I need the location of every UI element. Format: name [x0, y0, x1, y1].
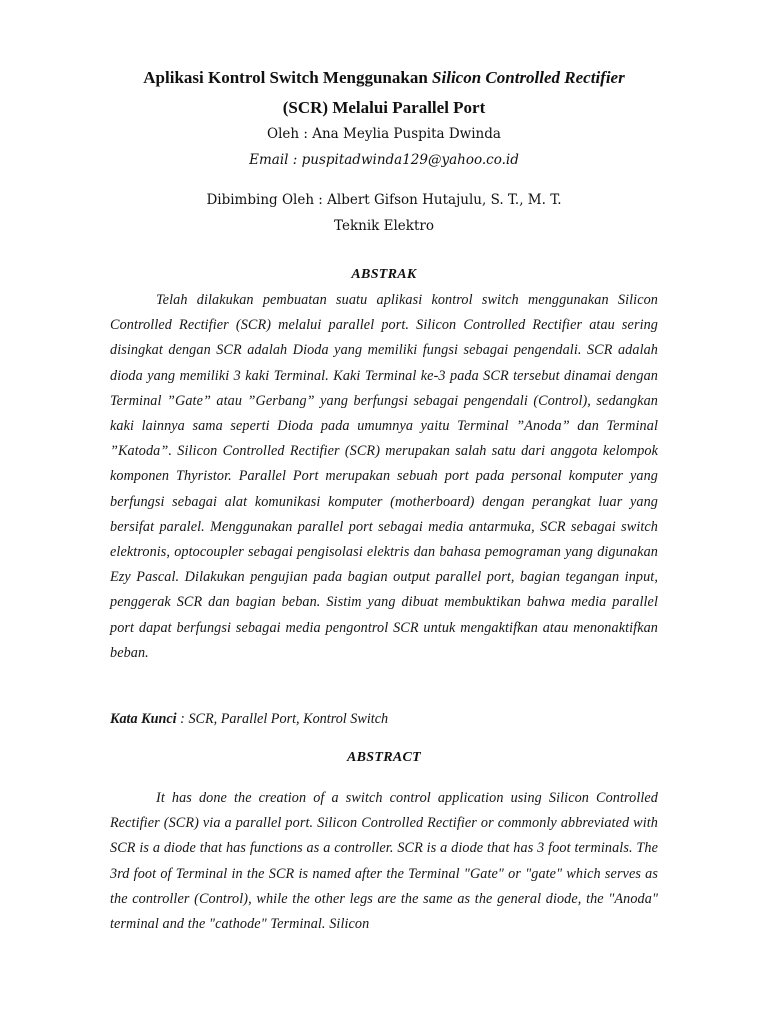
keywords-label: Kata Kunci	[110, 711, 177, 727]
abstrak-heading: ABSTRAK	[351, 267, 417, 282]
abstract-body	[110, 786, 658, 937]
department-line: Teknik Elektro	[334, 218, 434, 234]
abstract-text: It has done the creation of a switch control application using Silicon Controlled Rectifier (SCR) via a parallel port. Silicon Controlled Rectifier or commonly abbreviated with SCR is a diode that has functions as a controller. SCR is a diode that has 3 foot terminals. The 3rd foot of Terminal in the SCR is named after the Terminal "Gate" or "gate" which serves as the controller (Control), while the other legs are the same as the general diode, the "Anoda" terminal and the "cathode" Terminal. Silicon	[110, 790, 658, 933]
paper-title-line-2: (SCR) Melalui Parallel Port	[282, 98, 486, 117]
abstrak-text: Telah dilakukan pembuatan suatu aplikasi kontrol switch menggunakan Silicon Controlled Rectifier (SCR) melalui parallel port. Silicon Controlled Rectifier atau sering disingkat dengan SCR adalah Dioda yang memiliki fungsi sebagai pengendali. SCR adalah dioda yang memiliki 3 kaki Terminal. Kaki Terminal ke-3 pada SCR tersebut dinamai dengan Terminal ”Gate” atau ”Gerbang” yang berfungsi sebagai pengendali (Control), sedangkan kaki lainnya sama seperti Dioda pada umumnya yaitu Terminal ”Anoda” dan Terminal ”Katoda”. Silicon Controlled Rectifier (SCR) merupakan salah satu dari anggota kelompok komponen Thyristor. Parallel Port merupakan sebuah port pada personal komputer yang berfungsi sebagai alat komunikasi komputer (motherboard) dengan perangkat luar yang bersifat paralel. Menggunakan parallel port sebagai media antarmuka, SCR sebagai switch elektronis, optocoupler sebagai pengisolasi elektris dan bahasa pemograman yang digunakan Ezy Pascal. Dilakukan pengujian pada bagian output parallel port, bagian tegangan input, penggerak SCR dan bagian beban. Sistim yang dibuat membuktikan bahwa media parallel port dapat berfungsi sebagai media pengontrol SCR untuk mengaktifkan atau menonaktifkan beban.	[110, 292, 658, 661]
title-prefix: Aplikasi Kontrol Switch Menggunakan	[143, 68, 433, 87]
abstrak-body	[110, 288, 658, 666]
abstract-heading: ABSTRACT	[347, 750, 421, 765]
paper-title-line-1	[0, 68, 768, 88]
title-italic-part: Silicon Controlled Rectifier	[432, 68, 625, 87]
email-line: Email : puspitadwinda129@yahoo.co.id	[249, 152, 519, 168]
author-line: Oleh : Ana Meylia Puspita Dwinda	[267, 126, 501, 142]
supervisor-line: Dibimbing Oleh : Albert Gifson Hutajulu, S. T., M. T.	[206, 192, 562, 208]
keywords-line	[110, 711, 658, 728]
keywords-value: : SCR, Parallel Port, Kontrol Switch	[176, 711, 389, 727]
